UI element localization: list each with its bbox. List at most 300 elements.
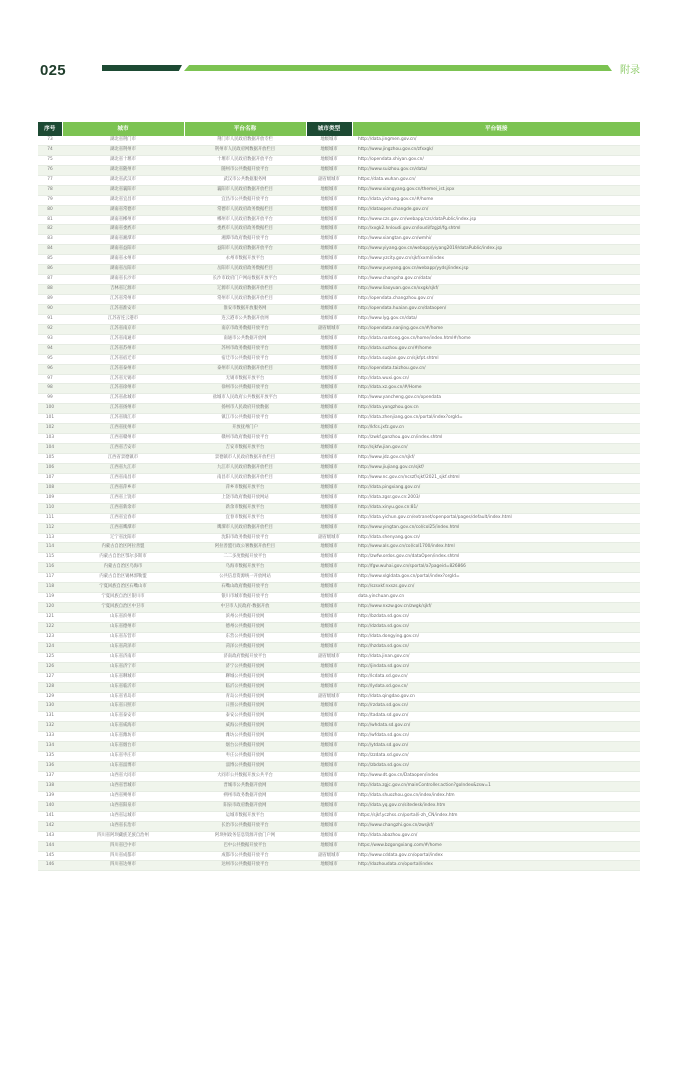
row-index: 90	[38, 304, 62, 314]
row-platform-link[interactable]: data.yinchuan.gov.cn	[352, 593, 640, 603]
row-platform-link[interactable]: http://bzdata.sd.gov.cn/	[352, 613, 640, 623]
row-platform-link[interactable]: http://data.dongying.gov.cn/	[352, 632, 640, 642]
row-index: 106	[38, 463, 62, 473]
row-platform-link[interactable]: http://zzdata.sd.gov.cn/	[352, 752, 640, 762]
table-row	[38, 275, 640, 285]
row-platform-name: 滨州公共数据开放网	[184, 613, 306, 623]
row-index: 79	[38, 195, 62, 205]
row-platform-link[interactable]: http://opendata.huaian.gov.cn/dataopen/	[352, 304, 640, 314]
row-platform-link[interactable]: http://www.cddata.gov.cn/oportal/index	[352, 851, 640, 861]
row-city-type: 地级城市	[306, 801, 352, 811]
table-row	[38, 175, 640, 185]
row-platform-name: 宿迁市公共数据开放平台	[184, 354, 306, 364]
row-city: 湖南省长沙市	[62, 275, 184, 285]
row-index: 144	[38, 841, 62, 851]
row-city: 江苏省南通市	[62, 334, 184, 344]
row-city: 江苏省盐城市	[62, 394, 184, 404]
row-index: 75	[38, 155, 62, 165]
row-city: 山东省济南市	[62, 652, 184, 662]
row-index: 77	[38, 175, 62, 185]
row-platform-name: 淮安市数据开放服务网	[184, 304, 306, 314]
row-platform-link[interactable]: http://www.liaoyuan.gov.cn/xxgk/sjkf/	[352, 285, 640, 295]
row-platform-name: 扬州市人民政府开放数据	[184, 404, 306, 414]
row-platform-link[interactable]: http://data.pingxiang.gov.cn/	[352, 483, 640, 493]
row-city-type: 地级城市	[306, 781, 352, 791]
row-index: 131	[38, 712, 62, 722]
row-platform-link[interactable]: http://www.yzcity.gov.cn/sjkf/xxml/index	[352, 255, 640, 265]
row-city-type: 地级城市	[306, 752, 352, 762]
row-platform-name: 二二多度数据开放平台	[184, 553, 306, 563]
row-platform-name: 荆门市人民政府数据开放专栏	[184, 136, 306, 145]
row-city: 四川省巴中市	[62, 841, 184, 851]
row-city-type: 地级城市	[306, 304, 352, 314]
row-platform-link[interactable]: http://www.xiangtan.gov.cn/wmhi/	[352, 235, 640, 245]
row-city: 山西省大同市	[62, 772, 184, 782]
table-row	[38, 662, 640, 672]
table-row	[38, 841, 640, 851]
row-city: 湖南省永州市	[62, 255, 184, 265]
row-index: 102	[38, 424, 62, 434]
row-platform-name: 阿拉善盟行政公署数据开放栏目	[184, 543, 306, 553]
row-platform-link[interactable]: http://opendata.taizhou.gov.cn/	[352, 364, 640, 374]
row-platform-link[interactable]: http://www.nc.gov.cn/ncszf/sjkf/2021_sjkf.shtml	[352, 473, 640, 483]
row-index: 117	[38, 573, 62, 583]
row-platform-link[interactable]: http://www.nxzw.gov.cn/zwgk/sjkf/	[352, 603, 640, 613]
row-platform-name: 无锡市数据开放平台	[184, 374, 306, 384]
table-row	[38, 314, 640, 324]
row-platform-link[interactable]: http://www.jiujiang.gov.cn/sjkf/	[352, 463, 640, 473]
row-index: 139	[38, 791, 62, 801]
row-platform-link[interactable]: http://data.wuxi.gov.cn/	[352, 374, 640, 384]
row-city: 内蒙古自治区鄂尔多斯市	[62, 553, 184, 563]
row-platform-link[interactable]: http://opendata.nanjing.gov.cn/#/home	[352, 324, 640, 334]
header-bar-green	[184, 65, 612, 71]
row-platform-name: 长治市公共数据开放平台	[184, 821, 306, 831]
row-city-type: 地级城市	[306, 424, 352, 434]
row-city-type: 地级城市	[306, 513, 352, 523]
row-city: 山东省临沂市	[62, 682, 184, 692]
row-city-type: 地级城市	[306, 295, 352, 305]
row-platform-link[interactable]: http://data.yq.gov.cn/sitedesk/index.htm	[352, 801, 640, 811]
row-index: 114	[38, 543, 62, 553]
row-city-type: 地级城市	[306, 473, 352, 483]
row-index: 73	[38, 136, 62, 145]
table-row	[38, 553, 640, 563]
row-platform-link[interactable]: http://data.yichang.gov.cn/#/home	[352, 195, 640, 205]
row-city: 江苏省南京市	[62, 324, 184, 334]
row-platform-name: 德州公共数据开放网	[184, 622, 306, 632]
table-row	[38, 851, 640, 861]
row-platform-name: 宜昌市公共数据开放平台	[184, 195, 306, 205]
row-city-type: 地级城市	[306, 682, 352, 692]
row-index: 109	[38, 493, 62, 503]
row-platform-link[interactable]: http://www.yancheng.gov.cn/opendata	[352, 394, 640, 404]
header-index: 序号	[38, 122, 62, 136]
row-index: 99	[38, 394, 62, 404]
row-city-type: 地级城市	[306, 374, 352, 384]
row-city: 山东省济宁市	[62, 662, 184, 672]
row-platform-link[interactable]: http://data.shenyang.gov.cn/	[352, 533, 640, 543]
row-platform-link[interactable]: http://www.changzhi.gov.cn/zwsjkf/	[352, 821, 640, 831]
row-city-type: 地级城市	[306, 593, 352, 603]
row-platform-link[interactable]: http://www.czs.gov.cn/webapp/czs/dataPublic/index.jsp	[352, 215, 640, 225]
row-city: 江西省宜春市	[62, 513, 184, 523]
row-platform-link[interactable]: http://wfdata.sd.gov.cn/	[352, 732, 640, 742]
row-index: 98	[38, 384, 62, 394]
row-platform-link[interactable]: http://data.nantong.gov.cn/home/index.html#/home	[352, 334, 640, 344]
table-row	[38, 444, 640, 454]
table-row	[38, 483, 640, 493]
row-platform-name: 苏州市政务数据开放平台	[184, 344, 306, 354]
row-city: 山西省长治市	[62, 821, 184, 831]
row-city: 江西省上饶市	[62, 493, 184, 503]
row-city-type: 地级城市	[306, 573, 352, 583]
table-row	[38, 563, 640, 573]
table-row	[38, 593, 640, 603]
row-platform-link[interactable]: http://www.changsha.gov.cn/data/	[352, 275, 640, 285]
row-platform-name: 济宁公共数据开放网	[184, 662, 306, 672]
table-row	[38, 811, 640, 821]
table-row	[38, 404, 640, 414]
row-platform-link[interactable]: http://szsxkf.nxszs.gov.cn/	[352, 583, 640, 593]
row-platform-name: 晋城市公共数据开放网	[184, 781, 306, 791]
row-platform-link[interactable]: http://www.dt.gov.cn/Dataopen/index	[352, 772, 640, 782]
row-platform-link[interactable]: http://data.zgsr.gov.cn:2003/	[352, 493, 640, 503]
row-platform-name: 开放抚州门户	[184, 424, 306, 434]
row-platform-name: 大同市公共数据开放公共平台	[184, 772, 306, 782]
row-city-type: 地级城市	[306, 165, 352, 175]
row-platform-link[interactable]: http://www.yiyang.gov.cn/webapp/yiyang2019/dataPublic/index.jsp	[352, 245, 640, 255]
row-platform-name: 益阳市人民政府数据开放平台	[184, 245, 306, 255]
row-index: 110	[38, 503, 62, 513]
row-platform-link[interactable]: http://www.suizhou.gov.cn/data/	[352, 165, 640, 175]
row-platform-link[interactable]: http://data.jingmen.gov.cn/	[352, 136, 640, 145]
row-platform-link[interactable]: http://fgw.wuhai.gov.cn/sportal/a7pageid=826866	[352, 563, 640, 573]
row-platform-name: 上饶市政府数据开放网站	[184, 493, 306, 503]
row-index: 127	[38, 672, 62, 682]
row-platform-link[interactable]: http://opendata.shiyan.gov.cn/	[352, 155, 640, 165]
row-platform-link[interactable]: http://data.zgjc.gov.cn/mainController.action?goIndex&zsw=1	[352, 781, 640, 791]
row-platform-link[interactable]: http://opendata.changzhou.gov.cn/	[352, 295, 640, 305]
row-platform-link[interactable]: http://dzdata.sd.gov.cn/	[352, 622, 640, 632]
row-platform-link[interactable]: https://data.wuhan.gov.cn/	[352, 175, 640, 185]
table-row	[38, 652, 640, 662]
row-platform-link[interactable]: http://lydata.sd.gov.cn/	[352, 682, 640, 692]
row-index: 74	[38, 145, 62, 155]
row-platform-name: 日照公共数据开放网	[184, 702, 306, 712]
row-platform-name: 湘潭市政府数据开放平台	[184, 235, 306, 245]
row-city: 江西省鹰潭市	[62, 523, 184, 533]
row-index: 122	[38, 622, 62, 632]
table-row	[38, 225, 640, 235]
row-platform-link[interactable]: http://www.jingzhou.gov.cn/zfxxgk/	[352, 145, 640, 155]
row-city: 湖南省常德市	[62, 205, 184, 215]
row-platform-link[interactable]: http://www.lyg.gov.cn/data/	[352, 314, 640, 324]
row-city: 内蒙古自治区阿拉善盟	[62, 543, 184, 553]
row-platform-link[interactable]: http://jindata.sd.gov.cn/	[352, 662, 640, 672]
row-city-type: 地级城市	[306, 603, 352, 613]
table-row	[38, 414, 640, 424]
row-platform-name: 九江市人民政府数据开放栏目	[184, 463, 306, 473]
row-city: 江苏省无锡市	[62, 374, 184, 384]
row-platform-name: 银川市城市数据开放平台	[184, 593, 306, 603]
row-index: 111	[38, 513, 62, 523]
row-index: 81	[38, 215, 62, 225]
row-index: 78	[38, 185, 62, 195]
row-index: 83	[38, 235, 62, 245]
row-platform-link[interactable]: http://zwkf.ganzhou.gov.cn/index.shtml	[352, 434, 640, 444]
table-row	[38, 136, 640, 145]
table-row	[38, 185, 640, 195]
row-platform-name: 郴州市人民政府数据开放平台	[184, 215, 306, 225]
row-city: 四川省达州市	[62, 861, 184, 871]
row-platform-name: 南昌市人民政府数据开放栏目	[184, 473, 306, 483]
row-city: 辽宁省沈阳市	[62, 533, 184, 543]
table-row	[38, 245, 640, 255]
row-index: 138	[38, 781, 62, 791]
row-platform-name: 聊城公共数据开放网	[184, 672, 306, 682]
row-index: 86	[38, 265, 62, 275]
row-index: 115	[38, 553, 62, 563]
row-platform-name: 阳泉市政府数据开放网	[184, 801, 306, 811]
row-city-type: 地级城市	[306, 613, 352, 623]
row-platform-link[interactable]: http://zbdata.sd.gov.cn/	[352, 762, 640, 772]
table-row	[38, 583, 640, 593]
row-index: 80	[38, 205, 62, 215]
row-platform-link[interactable]: http://data.yichun.gov.cn/extranet/openportal/pages/default/index.html	[352, 513, 640, 523]
row-city: 山西省晋城市	[62, 781, 184, 791]
table-row	[38, 781, 640, 791]
row-city-type: 地级城市	[306, 523, 352, 533]
row-platform-link[interactable]: http://data.suzhou.gov.cn/#/home	[352, 344, 640, 354]
row-city: 江西省抚州市	[62, 424, 184, 434]
row-city: 山东省德州市	[62, 622, 184, 632]
row-city: 湖北省襄阳市	[62, 185, 184, 195]
row-city: 山西省朔州市	[62, 791, 184, 801]
table-row	[38, 344, 640, 354]
row-platform-link[interactable]: http://data.yangzhou.gov.cn	[352, 404, 640, 414]
row-index: 136	[38, 762, 62, 772]
row-platform-link[interactable]: http://www.jdz.gov.cn/sjkf/	[352, 454, 640, 464]
row-platform-link[interactable]: http://tadata.sd.gov.cn/	[352, 712, 640, 722]
row-city: 吉林省辽源市	[62, 285, 184, 295]
row-platform-name: 成都市公共数据开放平台	[184, 851, 306, 861]
row-index: 94	[38, 344, 62, 354]
row-index: 105	[38, 454, 62, 464]
table-row	[38, 165, 640, 175]
row-index: 141	[38, 811, 62, 821]
row-city: 山东省滨州市	[62, 613, 184, 623]
row-index: 91	[38, 314, 62, 324]
row-index: 116	[38, 563, 62, 573]
row-platform-link[interactable]: http://ytdata.sd.gov.cn/	[352, 742, 640, 752]
table-row	[38, 334, 640, 344]
row-platform-name: 潍坊公共数据开放网	[184, 732, 306, 742]
table-row	[38, 513, 640, 523]
row-city-type: 地级城市	[306, 821, 352, 831]
row-platform-link[interactable]: http://www.yueyang.gov.cn/webapp/yydsj/index.jsp	[352, 265, 640, 275]
row-platform-name: 石嘴山政府数据开放平台	[184, 583, 306, 593]
row-city: 湖南省益阳市	[62, 245, 184, 255]
row-city-type: 地级城市	[306, 702, 352, 712]
row-city: 湖南省岳阳市	[62, 265, 184, 275]
table-row	[38, 424, 640, 434]
row-index: 143	[38, 831, 62, 841]
row-index: 133	[38, 732, 62, 742]
row-city: 江西省景德镇市	[62, 454, 184, 464]
row-index: 120	[38, 603, 62, 613]
row-city: 湖北省荆州市	[62, 145, 184, 155]
table-row	[38, 613, 640, 623]
row-city-type: 地级城市	[306, 841, 352, 851]
header-platform-name: 平台名称	[184, 122, 306, 136]
row-index: 104	[38, 444, 62, 454]
row-city-type: 地级城市	[306, 185, 352, 195]
row-platform-link[interactable]: http://www.yingtan.gov.cn/col/col25/index.html	[352, 523, 640, 533]
row-index: 130	[38, 702, 62, 712]
row-platform-name: 南京市政务数据开放平台	[184, 324, 306, 334]
row-platform-link[interactable]: http://sjkfw.jian.gov.cn/	[352, 444, 640, 454]
row-platform-name: 运城市数据开放平台	[184, 811, 306, 821]
row-platform-name: 新余市数据开放平台	[184, 503, 306, 513]
table-row	[38, 473, 640, 483]
row-city-type: 地级城市	[306, 354, 352, 364]
header-city-type: 城市类型	[306, 122, 352, 136]
row-city: 湖北省荆门市	[62, 136, 184, 145]
row-platform-link[interactable]: https://www.bzgongxiang.com/#/home	[352, 841, 640, 851]
row-city: 江西省新余市	[62, 503, 184, 513]
row-city-type: 地级城市	[306, 334, 352, 344]
row-city-type: 地级城市	[306, 712, 352, 722]
table-row	[38, 304, 640, 314]
row-index: 125	[38, 652, 62, 662]
table-row	[38, 503, 640, 513]
row-city-type: 地级城市	[306, 811, 352, 821]
row-platform-name: 青岛公共数据开放网	[184, 692, 306, 702]
row-index: 124	[38, 642, 62, 652]
row-platform-link[interactable]: http://data.shuozhou.gov.cn/index/index.htm	[352, 791, 640, 801]
row-city-type: 地级城市	[306, 772, 352, 782]
table-body	[38, 136, 640, 871]
row-platform-link[interactable]: http://rzdata.sd.gov.cn/	[352, 702, 640, 712]
row-index: 87	[38, 275, 62, 285]
row-platform-link[interactable]: http://zwfw.ordos.gov.cn/dataOpen/index.shtml	[352, 553, 640, 563]
row-platform-name: 中卫市人民政府-数据开放	[184, 603, 306, 613]
row-platform-link[interactable]: http://data.suqian.gov.cn/sjkfpt.shtml	[352, 354, 640, 364]
row-platform-name: 吉安市数据开放平台	[184, 444, 306, 454]
row-platform-name: 随州市公共数据开放平台	[184, 165, 306, 175]
row-platform-link[interactable]: http://xxgk2.hnloudi.gov.cn/loudi/fzgjzl/fg.shtml	[352, 225, 640, 235]
row-platform-link[interactable]: http://www.xiangyang.gov.cn/themei_ist.jspx	[352, 185, 640, 195]
row-platform-link[interactable]: http://data.qingdao.gov.cn	[352, 692, 640, 702]
row-city: 江西省萍乡市	[62, 483, 184, 493]
table-row	[38, 772, 640, 782]
row-city-type: 副省级城市	[306, 652, 352, 662]
row-platform-link[interactable]: http://lcdata.sd.gov.cn/	[352, 672, 640, 682]
row-platform-name: 长沙市政府门户网站数据开放平台	[184, 275, 306, 285]
row-city: 山西省运城市	[62, 811, 184, 821]
table-row	[38, 533, 640, 543]
row-platform-link[interactable]: http://data.jinan.gov.cn/	[352, 652, 640, 662]
row-city-type: 地级城市	[306, 732, 352, 742]
row-city: 江苏省淮安市	[62, 304, 184, 314]
row-city-type: 地级城市	[306, 831, 352, 841]
row-platform-link[interactable]: http://whdata.sd.gov.cn/	[352, 722, 640, 732]
row-platform-name: 沈阳市政务数据开放平台	[184, 533, 306, 543]
row-platform-link[interactable]: http://dazhoudata.cn/oportal/index	[352, 861, 640, 871]
row-city-type: 地级城市	[306, 672, 352, 682]
row-city: 江苏省泰州市	[62, 364, 184, 374]
row-platform-link[interactable]: http://kfcs.jxfz.gov.cn	[352, 424, 640, 434]
row-platform-link[interactable]: http://www.xlgldata.gov.cn/portal/index?orgId=	[352, 573, 640, 583]
row-platform-name: 达州市公共数据开放平台	[184, 861, 306, 871]
table-row	[38, 155, 640, 165]
row-city-type: 地级城市	[306, 553, 352, 563]
row-city: 山东省威海市	[62, 722, 184, 732]
table-row	[38, 742, 640, 752]
row-city: 江西省九江市	[62, 463, 184, 473]
row-city: 山东省聊城市	[62, 672, 184, 682]
table-row	[38, 384, 640, 394]
table-row	[38, 603, 640, 613]
row-city: 江苏省宿迁市	[62, 354, 184, 364]
row-index: 112	[38, 523, 62, 533]
row-platform-name: 岳阳市人民政府政务数据栏目	[184, 265, 306, 275]
header-bar-dark	[102, 65, 182, 71]
row-city: 内蒙古自治区乌海市	[62, 563, 184, 573]
table-row	[38, 642, 640, 652]
table-row	[38, 285, 640, 295]
row-index: 95	[38, 354, 62, 364]
row-platform-name: 永州市数据开放平台	[184, 255, 306, 265]
row-index: 145	[38, 851, 62, 861]
row-city-type: 地级城市	[306, 622, 352, 632]
row-platform-link[interactable]: http://www.als.gov.cn/col/col1700/index.html	[352, 543, 640, 553]
row-platform-name: 朔州市政务数据开放网	[184, 791, 306, 801]
row-city-type: 地级城市	[306, 632, 352, 642]
row-platform-link[interactable]: http://data.zhenjiang.gov.cn/portal/index?orgId=	[352, 414, 640, 424]
row-platform-name: 襄阳市人民政府数据开放栏目	[184, 185, 306, 195]
row-platform-link[interactable]: http://dataopen.changde.gov.cn/	[352, 205, 640, 215]
row-index: 84	[38, 245, 62, 255]
row-index: 126	[38, 662, 62, 672]
row-city-type: 副省级城市	[306, 851, 352, 861]
row-platform-link[interactable]: http://data.xinyu.gov.cn:81/	[352, 503, 640, 513]
table-row	[38, 523, 640, 533]
table-row	[38, 255, 640, 265]
row-city-type: 地级城市	[306, 483, 352, 493]
row-platform-link[interactable]: https://sjkf.yczhss.cn/portal/i-zh_CN/index.htm	[352, 811, 640, 821]
row-city-type: 地级城市	[306, 344, 352, 354]
row-index: 100	[38, 404, 62, 414]
row-platform-name: 济南政府数据开放平台	[184, 652, 306, 662]
row-city: 湖北省宜昌市	[62, 195, 184, 205]
row-platform-name: 镇江市公共数据开放平台	[184, 414, 306, 424]
row-platform-link[interactable]: http://hzdata.sd.gov.cn/	[352, 642, 640, 652]
row-platform-name: 东营公共数据开放网	[184, 632, 306, 642]
table-row	[38, 682, 640, 692]
row-platform-link[interactable]: http://data.abazhou.gov.cn/	[352, 831, 640, 841]
table-row	[38, 265, 640, 275]
row-platform-name: 公共信息资源统一开放网站	[184, 573, 306, 583]
row-city-type: 地级城市	[306, 722, 352, 732]
table-row	[38, 732, 640, 742]
row-city-type: 地级城市	[306, 493, 352, 503]
row-index: 134	[38, 742, 62, 752]
row-platform-link[interactable]: http://data.xz.gov.cn/#/Home	[352, 384, 640, 394]
table-row	[38, 543, 640, 553]
table-row	[38, 632, 640, 642]
